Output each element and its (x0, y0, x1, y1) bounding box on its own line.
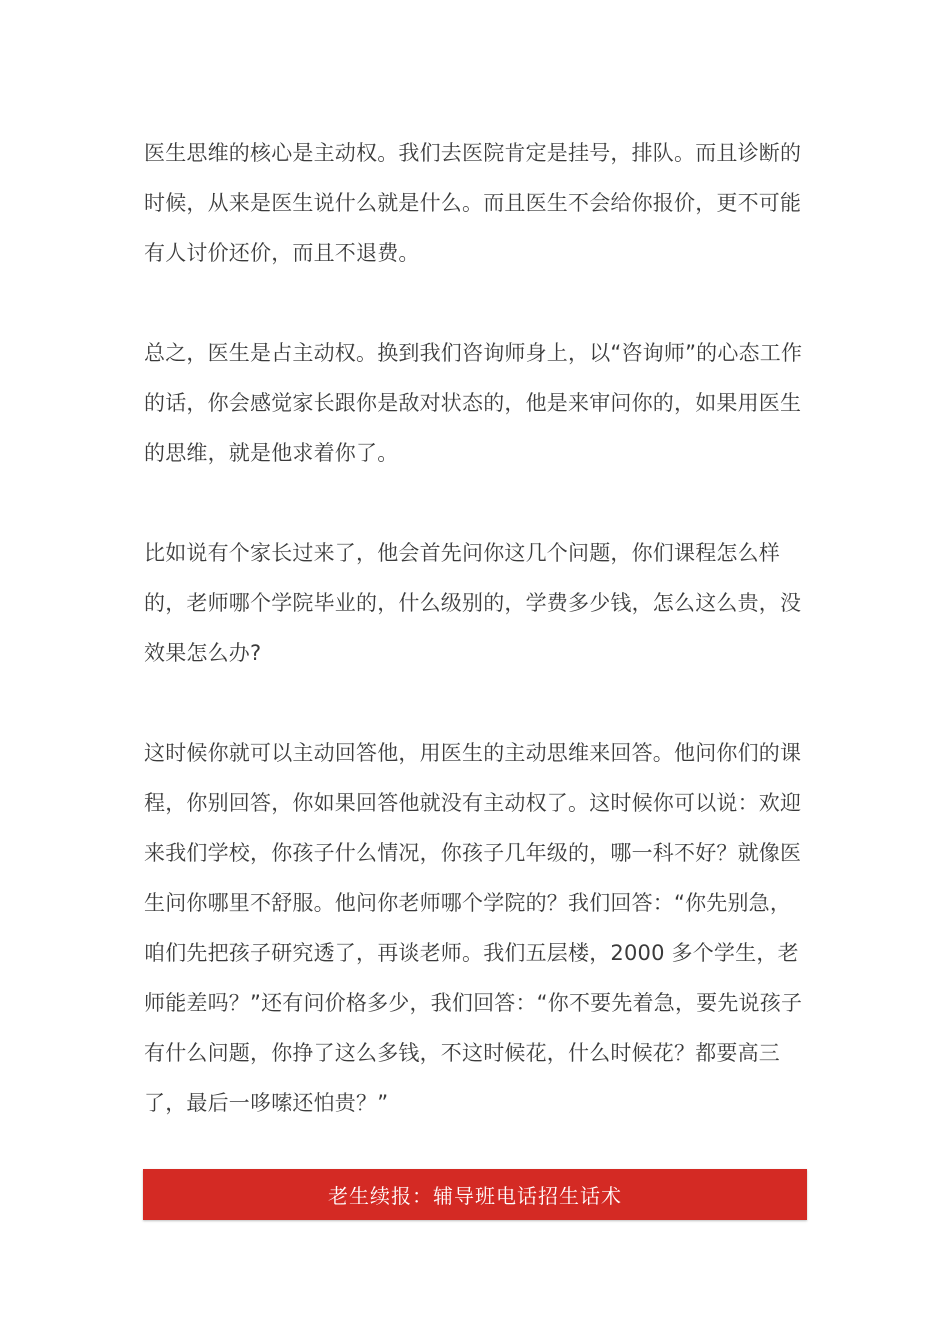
related-article-banner[interactable] (143, 1169, 807, 1220)
paragraph-initiative: 总之，医生是占主动权。换到我们咨询师身上，以“咨询师”的心态工作的话，你会感觉家长跟你是敌对状态的，他是来审问你的，如果用医生的思维，就是他求着你了。 (144, 341, 803, 465)
banner-title: 老生续报：辅导班电话招生话术 (328, 1184, 622, 1208)
paragraph-answer-example: 这时候你就可以主动回答他，用医生的主动思维来回答。他问你们的课程，你别回答，你如果回答他就没有主动权了。这时候你可以说：欢迎来我们学校，你孩子什么情况，你孩子几年级的，哪一科不好？就像医生问你哪里不舒服。他问你老师哪个学院的？我们回答：“你先别急，咱们先把孩子研究透了，再谈老师。我们五层楼，2000 多个学生，老师能差吗？”还有问价格多少，我们回答：“你不要先着急，要先说孩子有什么问题，你挣了这么多钱，不这时候花，什么时候花？都要高三了，最后一哆嗦还怕贵？” (144, 741, 803, 1115)
paragraph-doctor-mindset: 医生思维的核心是主动权。我们去医院肯定是挂号，排队。而且诊断的时候，从来是医生说什么就是什么。而且医生不会给你报价，更不可能有人讨价还价，而且不退费。 (144, 141, 802, 265)
paragraph-parent-questions: 比如说有个家长过来了，他会首先问你这几个问题，你们课程怎么样的，老师哪个学院毕业的，什么级别的，学费多少钱，怎么这么贵，没效果怎么办? (144, 541, 802, 665)
article-body (144, 128, 806, 1128)
